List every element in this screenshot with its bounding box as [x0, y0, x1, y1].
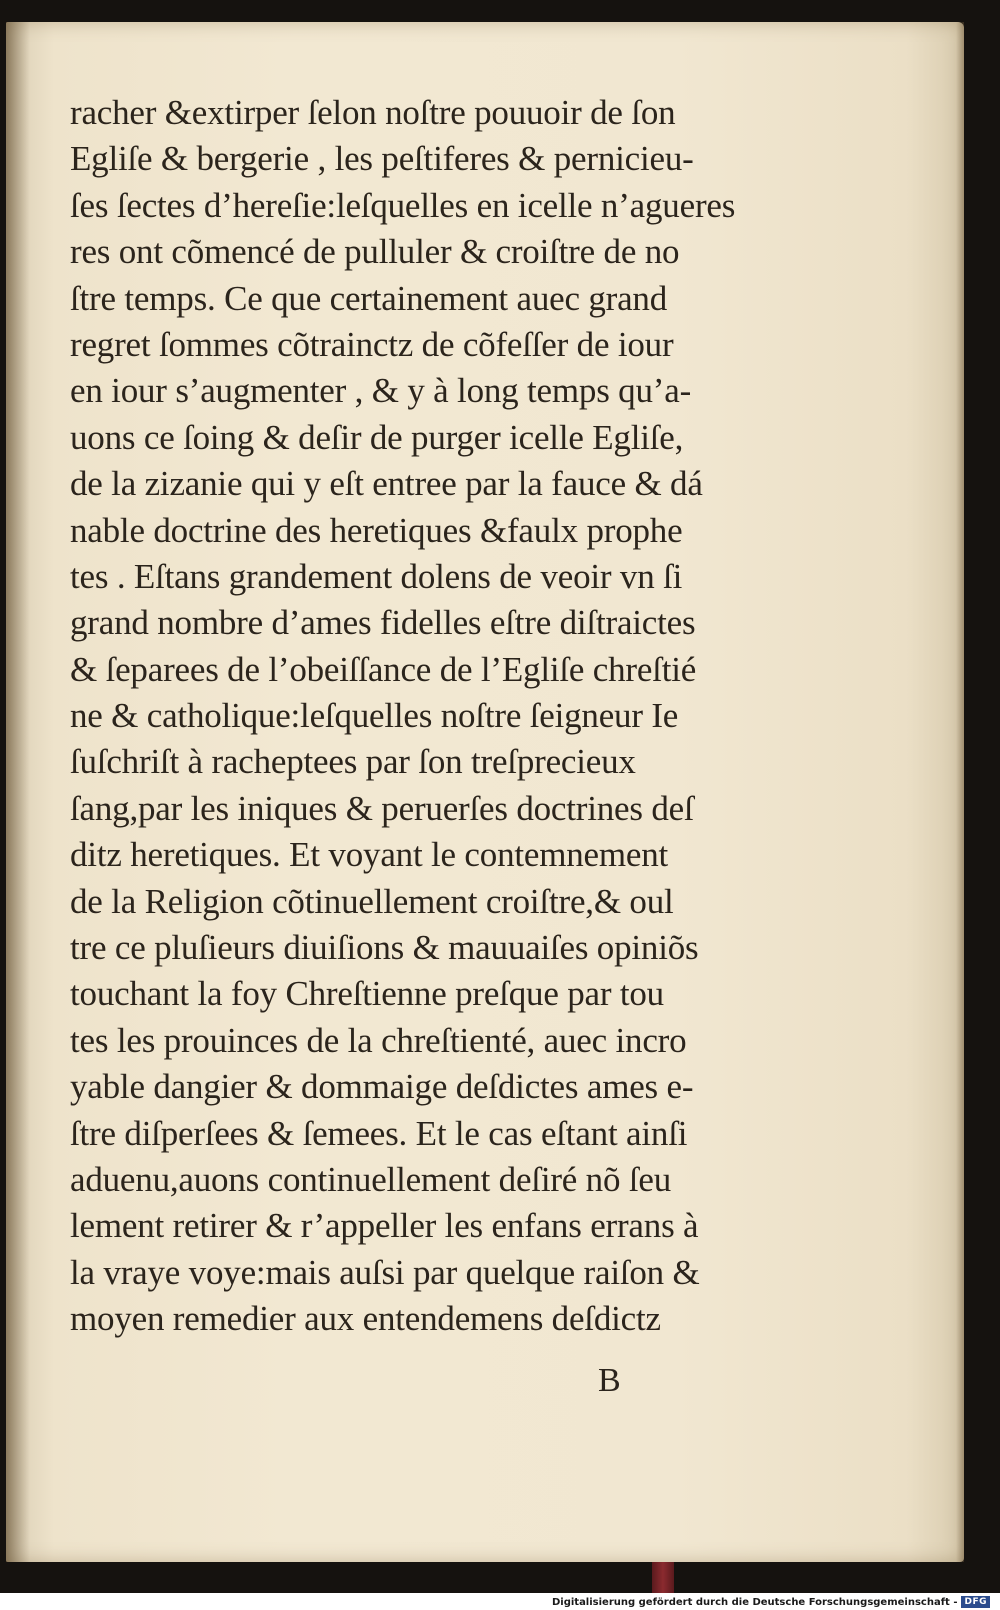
text-line: aduenu,auons continuellement deſiré nõ ſeu [70, 1159, 671, 1199]
text-line: lement retirer & r’appeller les enfans errans à [70, 1206, 699, 1246]
text-line: ditz heretiques. Et voyant le contemnement [70, 835, 669, 875]
text-line: res ont cõmencé de pulluler & croiſtre de no [70, 232, 680, 272]
text-line: tes les prouinces de la chreſtienté, auec incro [70, 1020, 687, 1060]
text-line: racher &extirper ſelon noſtre pouuoir de ſon [70, 93, 676, 132]
text-line: tes . Eſtans grandement dolens de veoir vn ſi [70, 556, 683, 596]
text-line: de la Religion cõtinuellement croiſtre,& oul [70, 881, 674, 921]
text-line: ſes ſectes d’hereſie:leſquelles en icelle n’agueres [70, 185, 736, 225]
text-line: la vraye voye:mais auſsi par quelque raiſon & [70, 1252, 700, 1292]
text-line: nable doctrine des heretiques &faulx prophe [70, 510, 683, 550]
text-line: ſtre temps. Ce que certainement auec grand [70, 278, 668, 318]
credit-text: Digitalisierung gefördert durch die Deutsche Forschungsgemeinschaft - [551, 1596, 958, 1608]
bookmark-ribbon [652, 1562, 674, 1593]
text-line: uons ce ſoing & deſir de purger icelle Egliſe, [70, 417, 684, 457]
text-line: ſang,par les iniques & peruerſes doctrines deſ [70, 788, 694, 828]
text-line: yable dangier & dommaige deſdictes ames e- [70, 1067, 694, 1107]
text-line: Egliſe & bergerie , les peſtiferes & pernicieu- [70, 139, 694, 179]
signature-mark: B [598, 1362, 621, 1399]
text-line: ſuſchriſt à racheptees par ſon treſprecieux [70, 742, 636, 782]
page-gutter-shadow [6, 22, 30, 1562]
book-page [6, 22, 964, 1562]
text-line: grand nombre d’ames fidelles eſtre diſtraictes [70, 603, 696, 643]
text-line: de la zizanie qui y eſt entree par la fauce & dá [70, 464, 703, 504]
page-text-block [70, 90, 870, 1343]
text-line: touchant la foy Chreſtienne preſque par tou [70, 974, 664, 1014]
text-line: moyen remedier aux entendemens deſdictz [70, 1299, 661, 1339]
text-line: regret ſommes cõtrainctz de cõfeſſer de iour [70, 324, 674, 364]
text-line: tre ce pluſieurs diuiſions & mauuaiſes opiniõs [70, 928, 699, 968]
text-line: ſtre diſperſees & ſemees. Et le cas eſtant ainſi [70, 1113, 688, 1153]
text-line: en iour s’augmenter , & y à long temps qu’a- [70, 371, 692, 411]
page-edge-shadow [956, 22, 964, 1562]
text-line: & ſeparees de l’obeiſſance de l’Egliſe chreſtié [70, 649, 697, 689]
text-line: ne & catholique:leſquelles noſtre ſeigneur Ie [70, 696, 679, 736]
digitization-credit [552, 1594, 990, 1610]
dfg-logo-icon: DFG [961, 1596, 990, 1608]
